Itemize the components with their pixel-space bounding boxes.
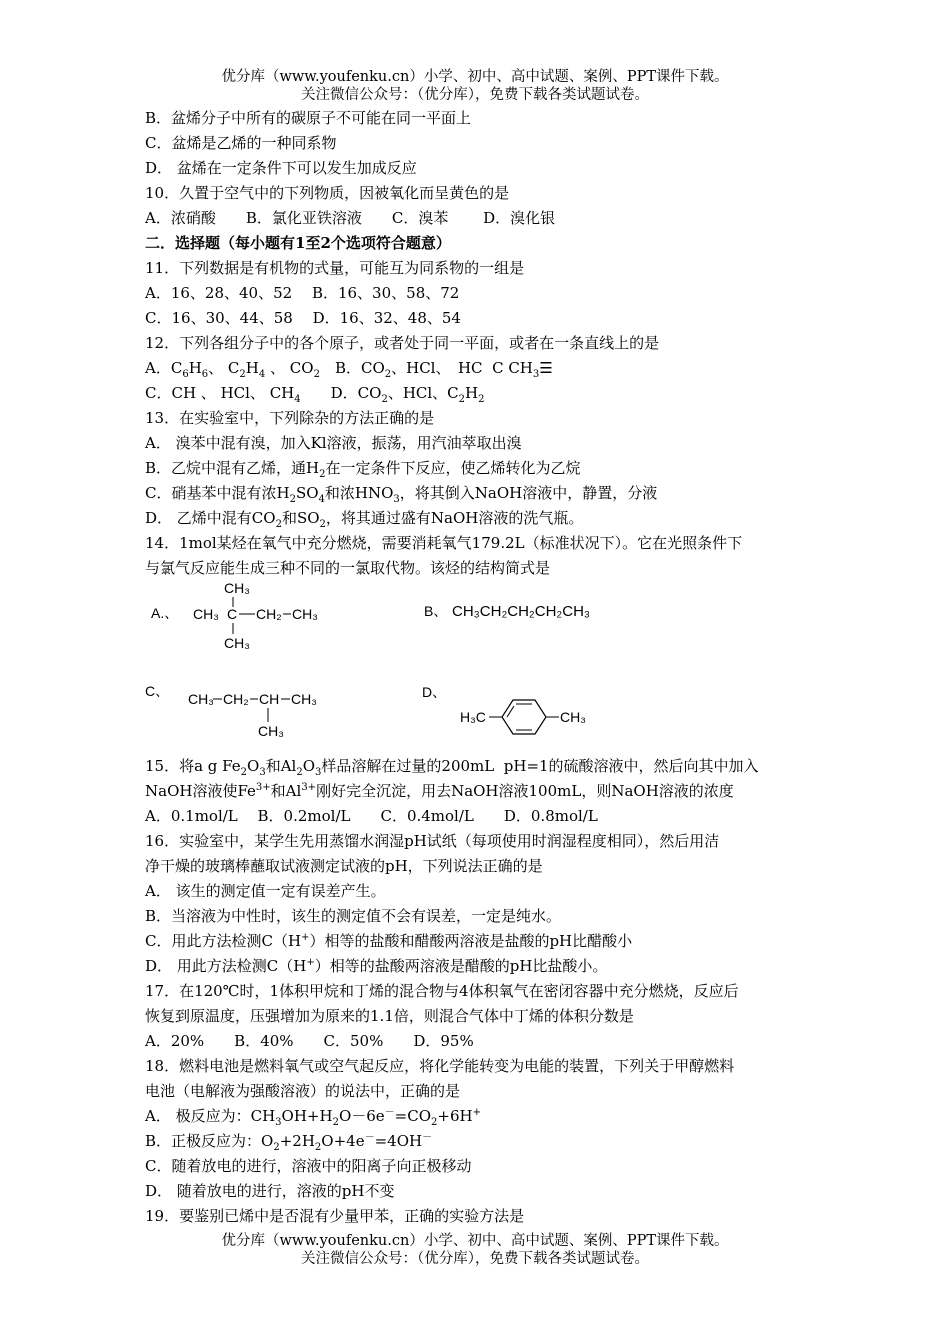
structure-a-center-c: C	[227, 606, 238, 622]
benzene-ring	[502, 700, 546, 734]
section-2-title: 二．选择题（每小题有1至2个选项符合题意）	[145, 234, 451, 252]
q11-options-ab: A．16、28、40、52 B．16、30、58、72	[145, 284, 460, 302]
structure-c-ch3-bottom: CH₃	[258, 723, 284, 739]
q14-stem-1: 14．1mol某烃在氧气中充分燃烧，需要消耗氧气179.2L（标准状况下）。它在光照条件下	[145, 534, 743, 552]
q11-stem: 11．下列数据是有机物的式量，可能互为同系物的一组是	[145, 259, 525, 277]
q15-options: A．0.1mol/L B．0.2mol/L C．0.4mol/L D．0.8mol/L	[145, 807, 598, 825]
q10-stem: 10．久置于空气中的下列物质，因被氧化而呈黄色的是	[145, 184, 510, 202]
q10-options: A．浓硝酸 B．氯化亚铁溶液 C．溴苯 D．溴化银	[145, 209, 556, 227]
q16-stem-2: 净干燥的玻璃棒蘸取试液测定试液的pH，下列说法正确的是	[145, 857, 543, 875]
q9-option-c: C．盆烯是乙烯的一种同系物	[145, 134, 337, 152]
q15-stem-2: NaOH溶液使$Fe^{3+}$和$Al^{3+}$刚好完全沉淀，用去NaOH溶液100mL，则NaOH溶液的浓度	[145, 782, 734, 800]
structure-c	[140, 676, 340, 740]
q13-option-b: B．乙烷中混有乙烯，通$H_2$在一定条件下反应，使乙烯转化为乙烷	[145, 459, 581, 480]
structure-d-label: D、	[422, 684, 447, 700]
q17-options: A．20% B．40% C．50% D．95%	[145, 1032, 474, 1050]
structure-a-right-ch3: CH₃	[292, 606, 318, 622]
q13-stem: 13．在实验室中，下列除杂的方法正确的是	[145, 409, 435, 427]
q11-options-cd: C．16、30、44、58 D．16、32、48、54	[145, 309, 461, 327]
footer-line-2: 关注微信公众号：（优分库），免费下载各类试题试卷。	[301, 1251, 649, 1267]
q13-option-a: A． 溴苯中混有溴，加入Kl溶液，振荡，用汽油萃取出溴	[145, 434, 522, 452]
structure-d-h3c: H₃C	[460, 709, 486, 725]
q12-options-ab: A．$C_6H_6$、 $C_2H_4$ 、 $CO_2$ B．$CO_2$、HCl、 HC C $CH_3☰$	[145, 359, 553, 380]
q18-option-b: B．正极反应为：$O_2+2H_2O+4e^-=4OH^-$	[145, 1132, 433, 1153]
structure-a-left-ch3: CH₃	[193, 606, 219, 622]
q9-option-b: B．盆烯分子中所有的碳原子不可能在同一平面上	[145, 109, 472, 127]
structure-b-formula: CH₃CH₂CH₂CH₂CH₃	[452, 603, 591, 620]
structure-c-ch3-right: CH₃	[291, 691, 317, 707]
q16-option-c: C．用此方法检测C（H+）相等的盐酸和醋酸两溶液是盐酸的pH比醋酸小	[145, 932, 633, 950]
q18-option-a: A． 极反应为：$CH_3OH+H_2O-6e^-=CO_2+6H^+$	[145, 1107, 481, 1128]
structure-a-ch2: CH₂	[256, 606, 282, 622]
q16-option-a: A． 该生的测定值一定有误差产生。	[145, 882, 386, 900]
q16-option-b: B．当溶液为中性时，该生的测定值不会有误差，一定是纯水。	[145, 907, 562, 925]
q12-options-cd: C．CH 、 HCl、 $CH_4$ D．$CO_2$、HCl、$C_2H_2$	[145, 384, 485, 405]
q18-stem-1: 18．燃料电池是燃料氧气或空气起反应，将化学能转变为电能的装置，下列关于甲醇燃料	[145, 1057, 735, 1075]
header-line-1: 优分库（www.youfenku.cn）小学、初中、高中试题、案例、PPT课件下载。	[221, 69, 729, 85]
q12-stem: 12．下列各组分子中的各个原子，或者处于同一平面，或者在一条直线上的是	[145, 334, 660, 352]
structure-b-label: B、	[424, 603, 448, 619]
footer-line-1: 优分库（www.youfenku.cn）小学、初中、高中试题、案例、PPT课件下载。	[221, 1233, 729, 1249]
q9-option-d: D． 盆烯在一定条件下可以发生加成反应	[145, 159, 417, 177]
q13-option-d: D． 乙烯中混有$CO_2$和$SO_2$，将其通过盛有NaOH溶液的洗气瓶。	[145, 509, 584, 530]
structure-c-label: C、	[145, 683, 170, 699]
q16-option-d: D． 用此方法检测C（H+）相等的盐酸两溶液是醋酸的pH比盐酸小。	[145, 957, 608, 975]
q14-stem-2: 与氯气反应能生成三种不同的一氯取代物。该烃的结构简式是	[145, 559, 551, 577]
q19-stem: 19．要鉴别已烯中是否混有少量甲苯，正确的实验方法是	[145, 1207, 525, 1225]
q17-stem-2: 恢复到原温度，压强增加为原来的1.1倍，则混合气体中丁烯的体积分数是	[145, 1007, 634, 1025]
q13-option-c: C．硝基苯中混有浓$H_2SO_4$和浓$HNO_3$，将其倒入NaOH溶液中，静置，分液	[145, 484, 658, 505]
structure-c-ch2: CH₂	[223, 691, 249, 707]
structure-a-top-ch3: CH₃	[224, 580, 250, 596]
structure-d	[418, 680, 598, 740]
structure-a	[145, 578, 345, 654]
q18-option-d: D． 随着放电的进行，溶液的pH不变	[145, 1182, 395, 1200]
structure-d-ch3: CH₃	[560, 709, 586, 725]
q18-stem-2: 电池（电解液为强酸溶液）的说法中，正确的是	[145, 1082, 461, 1100]
header-line-2: 关注微信公众号：（优分库），免费下载各类试题试卷。	[301, 87, 649, 103]
structure-c-ch3-left: CH₃	[188, 691, 214, 707]
structure-a-bottom-ch3: CH₃	[224, 635, 250, 651]
q18-option-c: C．随着放电的进行，溶液中的阳离子向正极移动	[145, 1157, 472, 1175]
structure-b	[420, 596, 610, 626]
structure-a-label: A.、	[151, 605, 179, 621]
q16-stem-1: 16．实验室中，某学生先用蒸馏水润湿pH试纸（每项使用时润湿程度相同），然后用洁	[145, 832, 720, 850]
structure-c-ch: CH	[259, 691, 280, 707]
q15-stem-1: 15．将a g $Fe_2O_3$和$Al_2O_3$样品溶解在过量的200mL pH=1的硫酸溶液中，然后向其中加入	[145, 757, 759, 778]
q17-stem-1: 17．在120℃时，1体积甲烷和丁烯的混合物与4体积氧气在密闭容器中充分燃烧，反应后	[145, 982, 739, 1000]
